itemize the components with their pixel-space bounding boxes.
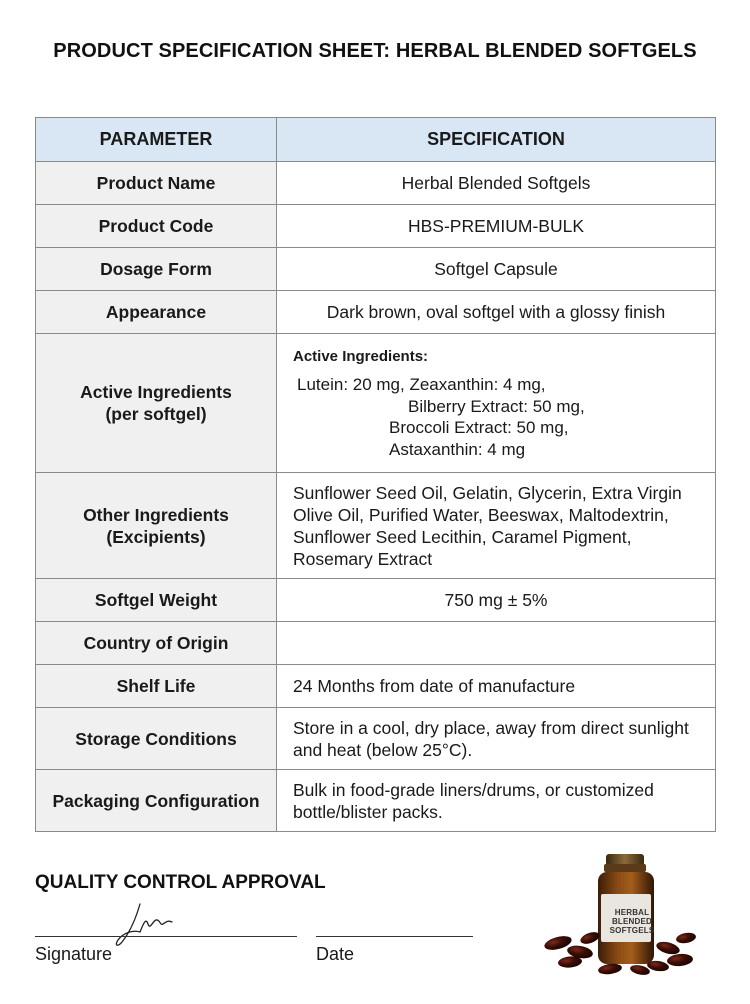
- param-other-ingredients: [36, 473, 277, 579]
- value-other-ingredients: Sunflower Seed Oil, Gelatin, Glycerin, Extra Virgin Olive Oil, Purified Water, Beeswax, Maltodextrin, Sunflower Seed Lecithin, Caramel Pigment, Rosemary Extract: [277, 473, 716, 579]
- table-row: [36, 205, 716, 248]
- param-dosage-form: Dosage Form: [36, 248, 277, 291]
- value-storage-conditions: Store in a cool, dry place, away from direct sunlight and heat (below 25°C).: [277, 708, 716, 770]
- param-active-ingredients: [36, 334, 277, 473]
- table-row: [36, 708, 716, 770]
- active-ingredient-line: Lutein: 20 mg, Zeaxanthin: 4 mg,: [297, 375, 546, 394]
- value-product-code: HBS-PREMIUM-BULK: [277, 205, 716, 248]
- value-packaging: Bulk in food-grade liners/drums, or customized bottle/blister packs.: [277, 770, 716, 832]
- active-ingredient-line: Broccoli Extract: 50 mg,: [389, 418, 569, 437]
- table-row: [36, 291, 716, 334]
- table-row: [36, 334, 716, 473]
- bottle-label-line: HERBAL: [614, 908, 650, 917]
- quality-control-title: QUALITY CONTROL APPROVAL: [35, 872, 326, 893]
- table-row: [36, 473, 716, 579]
- value-active-ingredients: [277, 334, 716, 473]
- bottle-label-line: SOFTGELS: [609, 926, 655, 935]
- table-row: [36, 579, 716, 622]
- date-label: Date: [316, 944, 355, 964]
- table-row: [36, 622, 716, 665]
- table-row: [36, 248, 716, 291]
- handwritten-signature: [110, 900, 180, 950]
- param-active-line2: (per softgel): [105, 404, 207, 424]
- bottle-label-text: [601, 908, 663, 935]
- value-country-of-origin: [277, 622, 716, 665]
- param-softgel-weight: Softgel Weight: [36, 579, 277, 622]
- param-storage-conditions: Storage Conditions: [36, 708, 277, 770]
- param-country-of-origin: Country of Origin: [36, 622, 277, 665]
- table-row: [36, 665, 716, 708]
- active-ingredient-line: Astaxanthin: 4 mg: [389, 439, 526, 459]
- signature-line: [35, 936, 297, 937]
- active-ingredient-line: Bilberry Extract: 50 mg,: [408, 396, 585, 416]
- bottle-label-line: BLENDED: [611, 917, 653, 926]
- param-active-line1: Active Ingredients: [80, 382, 232, 402]
- param-appearance: Appearance: [36, 291, 277, 334]
- signature-label: Signature: [35, 944, 113, 964]
- value-shelf-life: 24 Months from date of manufacture: [277, 665, 716, 708]
- param-packaging: Packaging Configuration: [36, 770, 277, 832]
- active-ingredients-label: Active Ingredients:: [293, 348, 429, 365]
- specification-table: [35, 117, 716, 832]
- page-title: PRODUCT SPECIFICATION SHEET: HERBAL BLENDED SOFTGELS: [53, 40, 697, 62]
- header-parameter: PARAMETER: [36, 118, 277, 162]
- table-row: [36, 770, 716, 832]
- param-other-line1: Other Ingredients: [83, 504, 229, 525]
- param-other-line2: (Excipients): [106, 526, 206, 547]
- param-product-code: Product Code: [36, 205, 277, 248]
- value-product-name: Herbal Blended Softgels: [277, 162, 716, 205]
- param-shelf-life: Shelf Life: [36, 665, 277, 708]
- value-dosage-form: Softgel Capsule: [277, 248, 716, 291]
- header-specification: SPECIFICATION: [277, 118, 716, 162]
- date-line: [316, 936, 473, 937]
- param-product-name: Product Name: [36, 162, 277, 205]
- value-softgel-weight: 750 mg ± 5%: [277, 579, 716, 622]
- table-row: [36, 162, 716, 205]
- table-header-row: [36, 118, 716, 162]
- value-appearance: Dark brown, oval softgel with a glossy finish: [277, 291, 716, 334]
